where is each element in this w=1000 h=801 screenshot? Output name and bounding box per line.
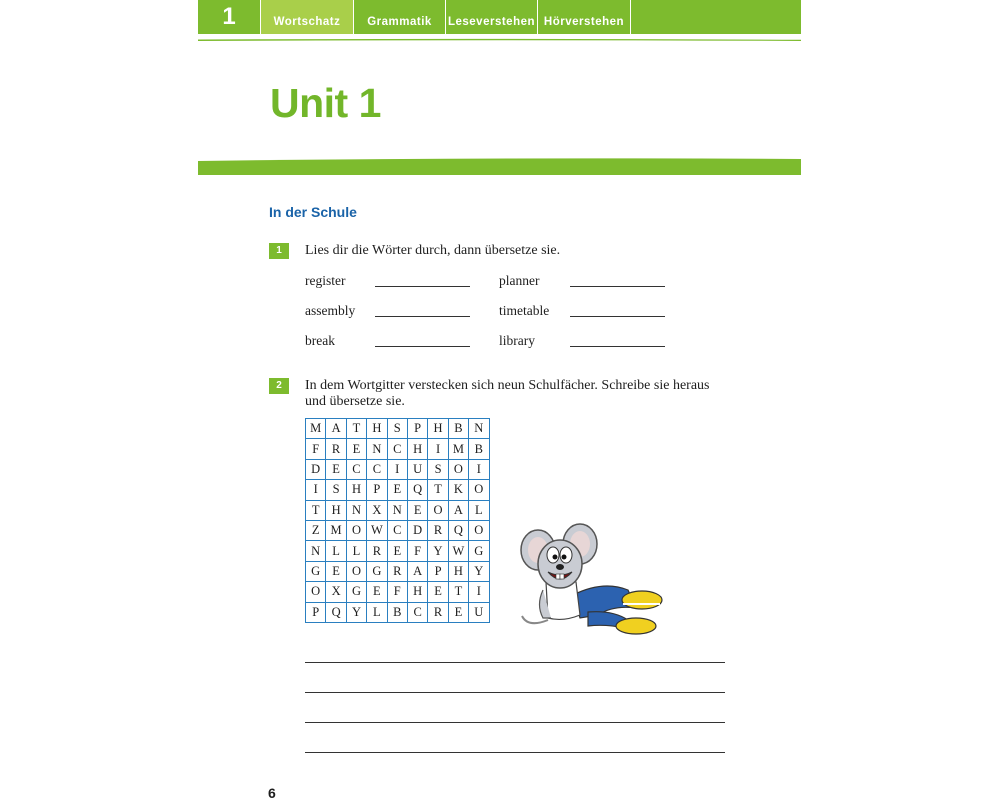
grid-letter[interactable]: E [326, 459, 346, 479]
grid-letter[interactable]: C [387, 520, 407, 540]
grid-letter[interactable]: X [367, 500, 387, 520]
grid-letter[interactable]: H [346, 480, 366, 500]
grid-letter[interactable]: N [346, 500, 366, 520]
header-divider-line [198, 38, 801, 41]
grid-row [306, 500, 490, 520]
grid-letter[interactable]: L [346, 541, 366, 561]
grid-letter[interactable]: E [367, 582, 387, 602]
grid-letter[interactable]: F [306, 439, 326, 459]
grid-letter[interactable]: I [387, 459, 407, 479]
grid-letter[interactable]: C [346, 459, 366, 479]
grid-letter[interactable]: O [469, 480, 489, 500]
grid-letter[interactable]: H [407, 439, 427, 459]
grid-letter[interactable]: H [326, 500, 346, 520]
grid-letter[interactable]: O [306, 582, 326, 602]
grid-row [306, 582, 490, 602]
grid-row [306, 561, 490, 581]
grid-letter[interactable]: O [469, 520, 489, 540]
unit-number: 1 [222, 3, 236, 30]
grid-letter[interactable]: N [306, 541, 326, 561]
vocab-word: library [499, 333, 535, 348]
grid-letter[interactable]: N [367, 439, 387, 459]
grid-letter[interactable]: H [448, 561, 468, 581]
header-tab-bar [198, 0, 801, 34]
grid-letter[interactable]: T [306, 500, 326, 520]
grid-letter[interactable]: D [407, 520, 427, 540]
grid-row [306, 520, 490, 540]
grid-letter[interactable]: G [469, 541, 489, 561]
grid-letter[interactable]: Q [448, 520, 468, 540]
grid-letter[interactable]: R [428, 520, 448, 540]
grid-letter[interactable]: U [469, 602, 489, 622]
grid-letter[interactable]: I [469, 582, 489, 602]
grid-letter[interactable]: E [407, 500, 427, 520]
workbook-page [198, 0, 801, 800]
grid-letter[interactable]: E [387, 480, 407, 500]
grid-letter[interactable]: O [428, 500, 448, 520]
grid-letter[interactable]: X [326, 582, 346, 602]
grid-letter[interactable]: A [326, 419, 346, 439]
vocab-word: planner [499, 273, 540, 288]
grid-letter[interactable]: U [407, 459, 427, 479]
grid-row [306, 480, 490, 500]
answer-line[interactable] [305, 662, 725, 663]
grid-letter[interactable]: G [346, 582, 366, 602]
grid-letter[interactable]: Z [306, 520, 326, 540]
grid-letter[interactable]: Y [469, 561, 489, 581]
grid-letter[interactable]: A [448, 500, 468, 520]
grid-letter[interactable]: S [387, 419, 407, 439]
grid-letter[interactable]: F [407, 541, 427, 561]
grid-letter[interactable]: N [387, 500, 407, 520]
grid-letter[interactable]: E [346, 439, 366, 459]
grid-letter[interactable]: E [387, 541, 407, 561]
tab-separator [630, 0, 631, 34]
answer-line[interactable] [305, 692, 725, 693]
grid-row [306, 602, 490, 622]
grid-letter[interactable]: H [367, 419, 387, 439]
answer-blank[interactable] [375, 316, 470, 317]
grid-row [306, 419, 490, 439]
answer-blank[interactable] [375, 346, 470, 347]
grid-letter[interactable]: Y [428, 541, 448, 561]
vocab-word: register [305, 273, 346, 288]
grid-letter[interactable]: Q [326, 602, 346, 622]
answer-blank[interactable] [570, 346, 665, 347]
tab-grammatik[interactable]: Grammatik [367, 16, 432, 28]
grid-letter[interactable]: H [428, 419, 448, 439]
grid-letter[interactable]: P [428, 561, 448, 581]
grid-letter[interactable]: C [387, 439, 407, 459]
grid-letter[interactable]: R [326, 439, 346, 459]
grid-letter[interactable]: T [346, 419, 366, 439]
grid-letter[interactable]: K [448, 480, 468, 500]
exercise-2-instruction: In dem Wortgitter verstecken sich neun Schulfächer. Schreibe sie heraus und übersetze sie. [305, 378, 710, 409]
grid-letter[interactable]: L [326, 541, 346, 561]
exercise-1-number: 1 [269, 243, 289, 259]
grid-letter[interactable]: R [387, 561, 407, 581]
grid-letter[interactable]: E [326, 561, 346, 581]
grid-letter[interactable]: P [407, 419, 427, 439]
grid-letter[interactable]: S [428, 459, 448, 479]
grid-letter[interactable]: G [367, 561, 387, 581]
grid-letter[interactable]: P [367, 480, 387, 500]
grid-letter[interactable]: S [326, 480, 346, 500]
grid-letter[interactable]: B [469, 439, 489, 459]
grid-letter[interactable]: C [367, 459, 387, 479]
word-search-grid [305, 418, 490, 623]
page-number: 6 [268, 785, 276, 801]
grid-letter[interactable]: T [428, 480, 448, 500]
grid-letter[interactable]: B [387, 602, 407, 622]
answer-blank[interactable] [570, 286, 665, 287]
grid-letter[interactable]: A [407, 561, 427, 581]
exercise-2-number: 2 [269, 378, 289, 394]
grid-letter[interactable]: R [428, 602, 448, 622]
vocab-word: assembly [305, 303, 356, 318]
grid-letter[interactable]: W [448, 541, 468, 561]
grid-letter[interactable]: L [469, 500, 489, 520]
answer-blank[interactable] [570, 316, 665, 317]
title-band [198, 157, 801, 175]
grid-letter[interactable]: Q [407, 480, 427, 500]
grid-letter[interactable]: I [428, 439, 448, 459]
page-title: Unit 1 [270, 80, 381, 126]
grid-letter[interactable]: F [387, 582, 407, 602]
grid-letter[interactable]: I [469, 459, 489, 479]
grid-letter[interactable]: I [306, 480, 326, 500]
vocab-word: timetable [499, 303, 550, 318]
tab-wortschatz[interactable]: Wortschatz [261, 0, 353, 34]
grid-letter[interactable]: B [448, 419, 468, 439]
grid-letter[interactable]: Y [346, 602, 366, 622]
grid-letter[interactable]: O [346, 561, 366, 581]
grid-letter[interactable]: D [306, 459, 326, 479]
grid-letter[interactable]: E [428, 582, 448, 602]
grid-row [306, 439, 490, 459]
answer-line[interactable] [305, 752, 725, 753]
grid-letter[interactable]: N [469, 419, 489, 439]
exercise-1-instruction: Lies dir die Wörter durch, dann übersetze sie. [305, 243, 561, 258]
grid-letter[interactable]: O [448, 459, 468, 479]
grid-letter[interactable]: M [448, 439, 468, 459]
tab-hoerverstehen[interactable]: Hörverstehen [543, 16, 625, 28]
answer-blank[interactable] [375, 286, 470, 287]
grid-letter[interactable]: M [326, 520, 346, 540]
grid-row [306, 541, 490, 561]
section-title: In der Schule [269, 204, 357, 220]
grid-letter[interactable]: P [306, 602, 326, 622]
grid-letter[interactable]: E [448, 602, 468, 622]
vocab-word: break [305, 333, 335, 348]
grid-letter[interactable]: R [367, 541, 387, 561]
grid-letter[interactable]: C [407, 602, 427, 622]
grid-letter[interactable]: H [407, 582, 427, 602]
grid-letter[interactable]: T [448, 582, 468, 602]
grid-letter[interactable]: L [367, 602, 387, 622]
tab-leseverstehen[interactable]: Leseverstehen [447, 16, 536, 28]
grid-letter[interactable]: O [346, 520, 366, 540]
grid-letter[interactable]: G [306, 561, 326, 581]
grid-letter[interactable]: W [367, 520, 387, 540]
grid-letter[interactable]: M [306, 419, 326, 439]
grid-row [306, 459, 490, 479]
answer-line[interactable] [305, 722, 725, 723]
mouse-mascot-illustration [518, 520, 673, 635]
